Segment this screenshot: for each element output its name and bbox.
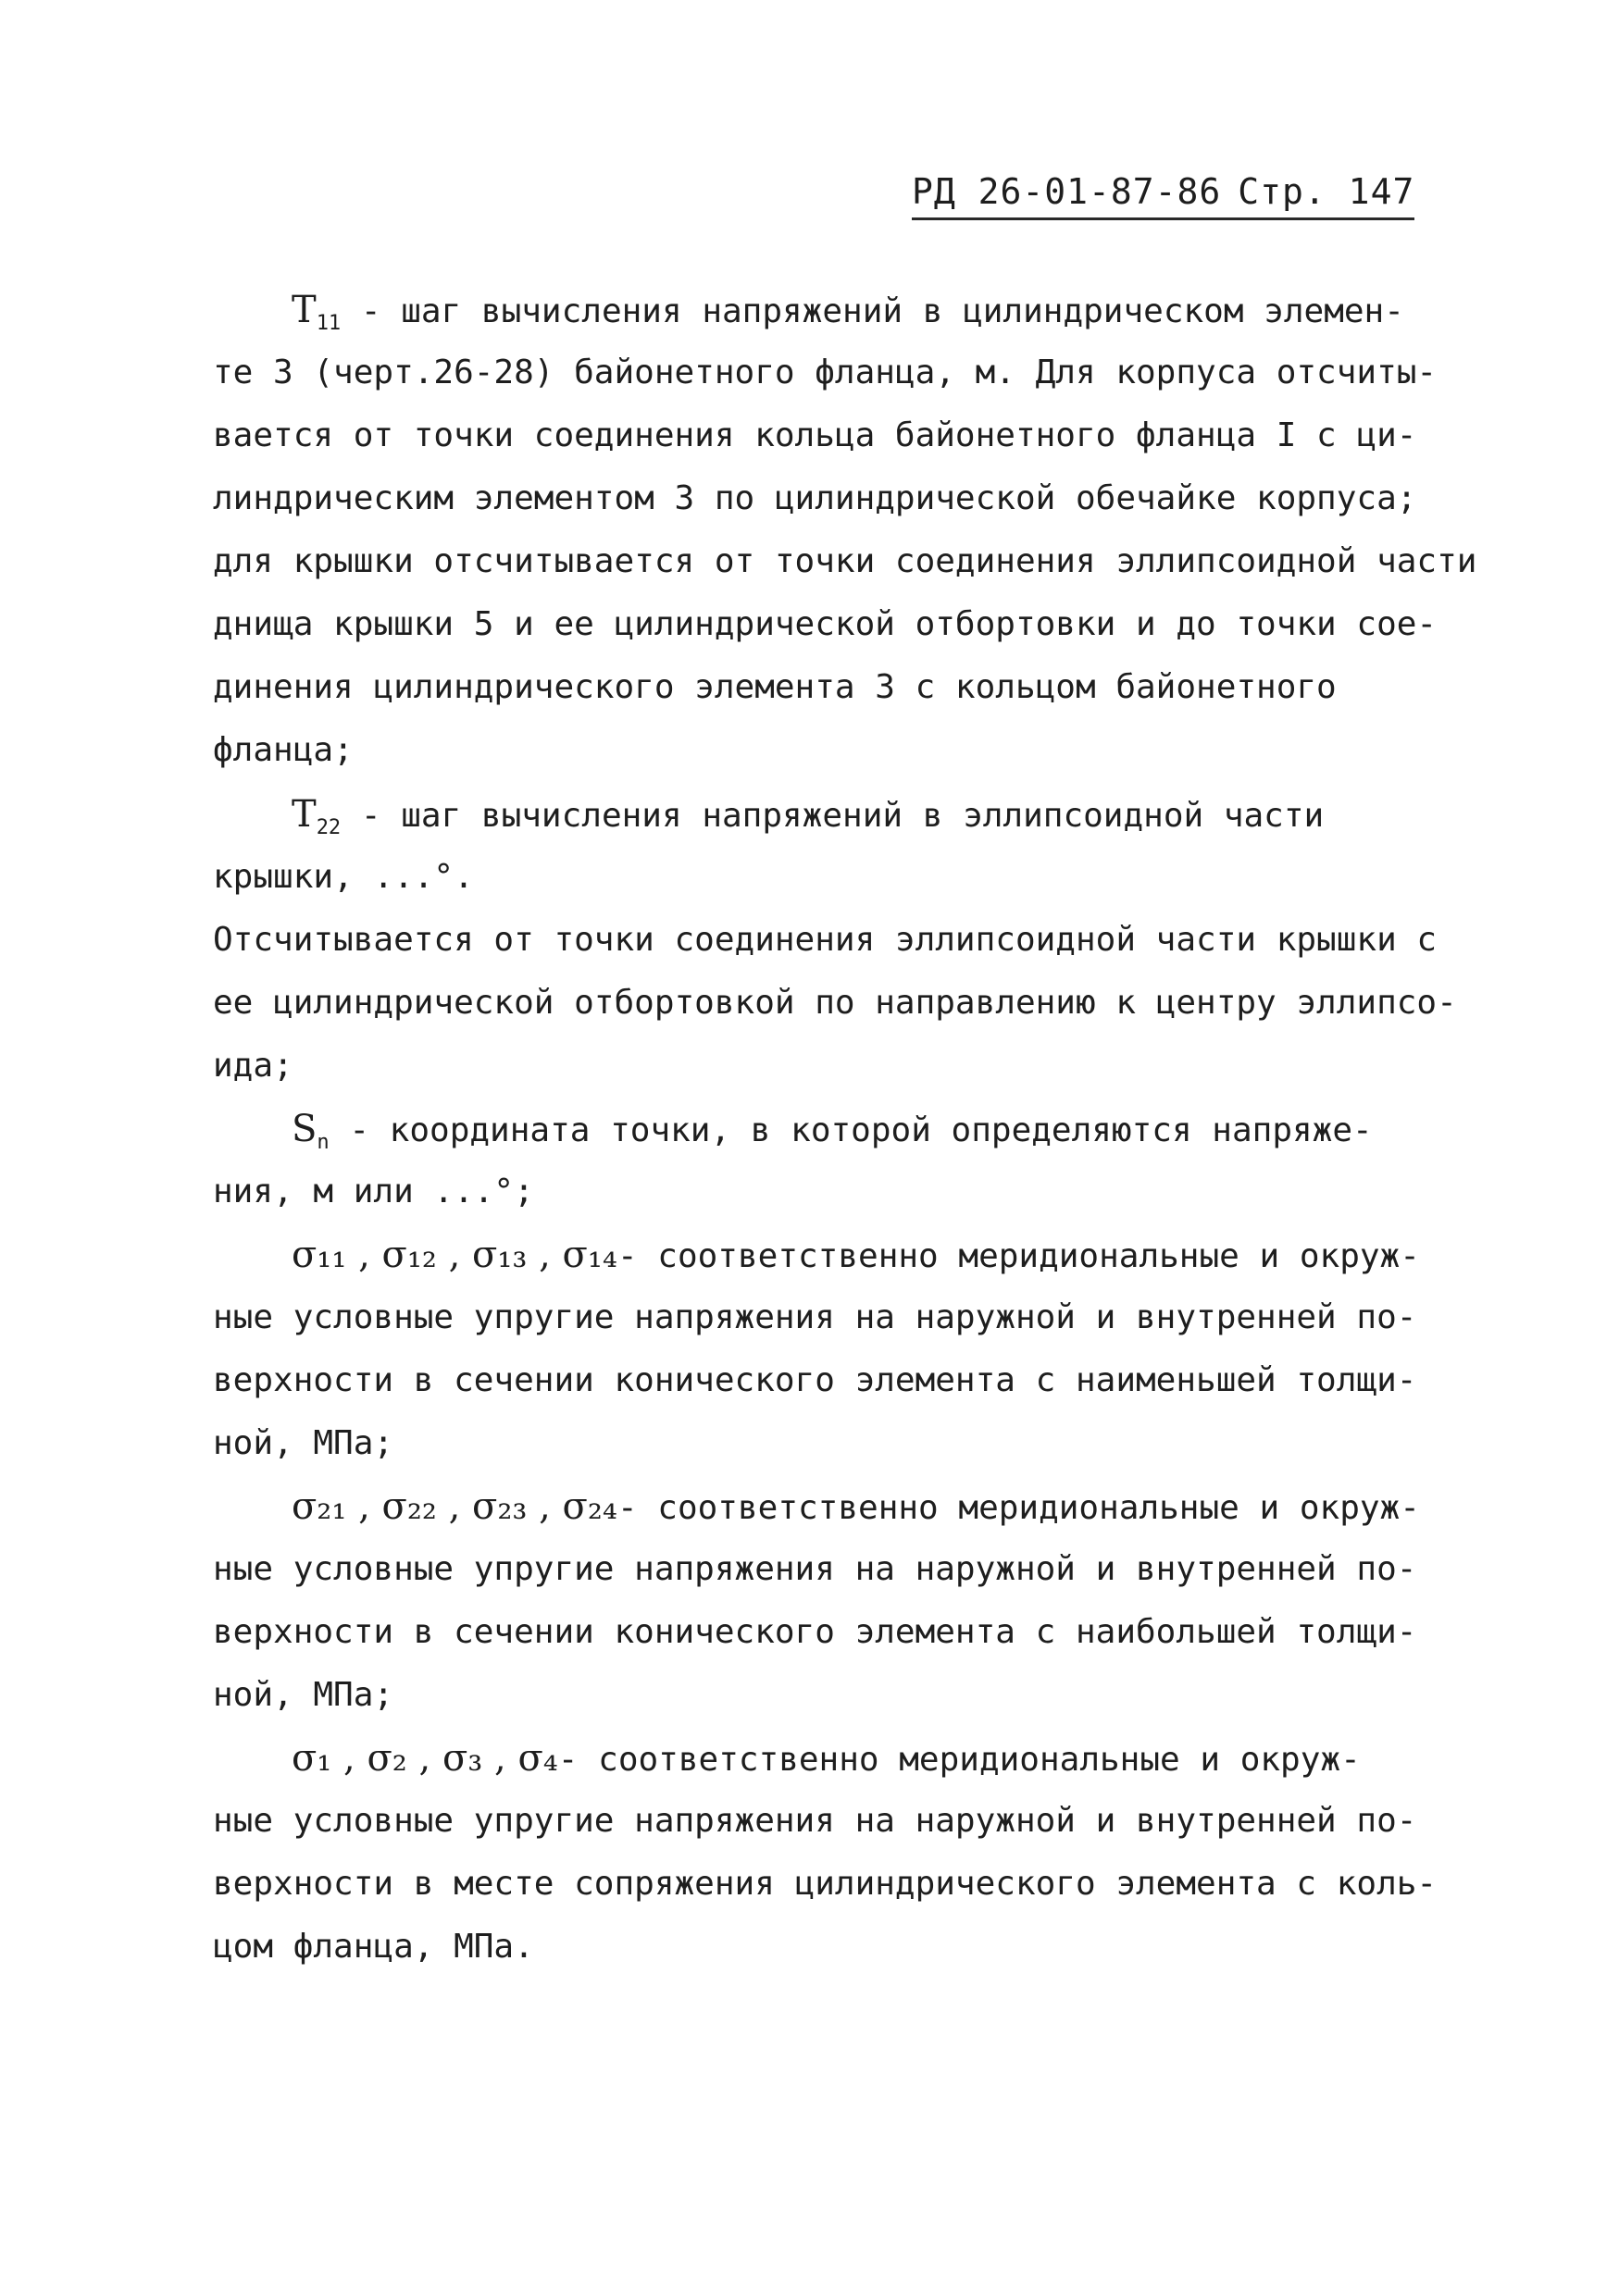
definition-line (292, 1737, 1361, 1780)
symbol-subscript: 11 (316, 312, 342, 335)
line-text: - соответственно меридиональные и окруж- (557, 1741, 1361, 1779)
document-id: РД 26-01-87-86 (912, 171, 1222, 212)
text-line: для крышки отсчитывается от точки соединения эллипсоидной части (213, 542, 1477, 580)
text-line: ные условные упругие напряжения на наружной и внутренней по- (213, 1298, 1417, 1336)
text-line: ные условные упругие напряжения на наружной и внутренней по- (213, 1802, 1417, 1840)
symbol: σ₁₁ , σ₁₂ , σ₁₃ , σ₁₄ (292, 1234, 617, 1276)
line-text: - шаг вычисления напряжений в эллипсоидной части (341, 797, 1325, 835)
line-text: - соответственно меридиональные и окруж- (616, 1489, 1420, 1527)
text-line: Отсчитывается от точки соединения эллипсоидной части крышки с (213, 921, 1438, 959)
text-line: ее цилиндрической отбортовкой по направлению к центру эллипсо- (213, 984, 1457, 1022)
definition-line (292, 1485, 1420, 1528)
text-line: вается от точки соединения кольца байонетного фланца I с ци- (213, 416, 1417, 454)
symbol: σ₂₁ , σ₂₂ , σ₂₃ , σ₂₄ (292, 1485, 617, 1528)
text-line: днища крышки 5 и ее цилиндрической отбортовки и до точки сое- (213, 605, 1438, 643)
line-text: - координата точки, в которой определяются напряже- (329, 1111, 1373, 1149)
text-line: ида; (213, 1047, 293, 1085)
text-line: динения цилиндрического элемента 3 с кольцом байонетного (213, 668, 1337, 706)
symbol: T (292, 289, 317, 331)
text-line: линдрическим элементом 3 по цилиндрической обечайке корпуса; (213, 479, 1417, 517)
text-line: ния, м или ...°; (213, 1173, 534, 1210)
text-line: ные условные упругие напряжения на наружной и внутренней по- (213, 1550, 1417, 1588)
symbol: σ₁ , σ₂ , σ₃ , σ₄ (292, 1737, 558, 1780)
text-line: фланца; (213, 731, 354, 769)
text-line: ной, МПа; (213, 1676, 394, 1714)
symbol: T (292, 793, 317, 836)
definition-line (292, 793, 1325, 847)
definition-line (292, 1236, 1420, 1275)
symbol-subscript: n (317, 1131, 330, 1154)
symbol-subscript: 22 (316, 816, 342, 839)
page-header (912, 171, 1414, 220)
definition-line (292, 1108, 1373, 1161)
text-line: крышки, ...°. (213, 858, 474, 896)
text-line: верхности в сечении конического элемента с наименьшей толщи- (213, 1361, 1417, 1399)
text-line: верхности в сечении конического элемента с наибольшей толщи- (213, 1613, 1417, 1651)
symbol: S (292, 1108, 318, 1150)
line-text: - соответственно меридиональные и окруж- (616, 1237, 1420, 1275)
page-number: Стр. 147 (1238, 171, 1415, 212)
text-line: верхности в месте сопряжения цилиндрического элемента с коль- (213, 1865, 1438, 1903)
text-line: цом фланца, МПа. (213, 1928, 534, 1966)
line-text: - шаг вычисления напряжений в цилиндрическом элемен- (341, 292, 1404, 330)
text-line: ной, МПа; (213, 1424, 394, 1462)
definition-line (292, 289, 1404, 342)
text-line: те 3 (черт.26-28) байонетного фланца, м. Для корпуса отсчиты- (213, 354, 1438, 391)
